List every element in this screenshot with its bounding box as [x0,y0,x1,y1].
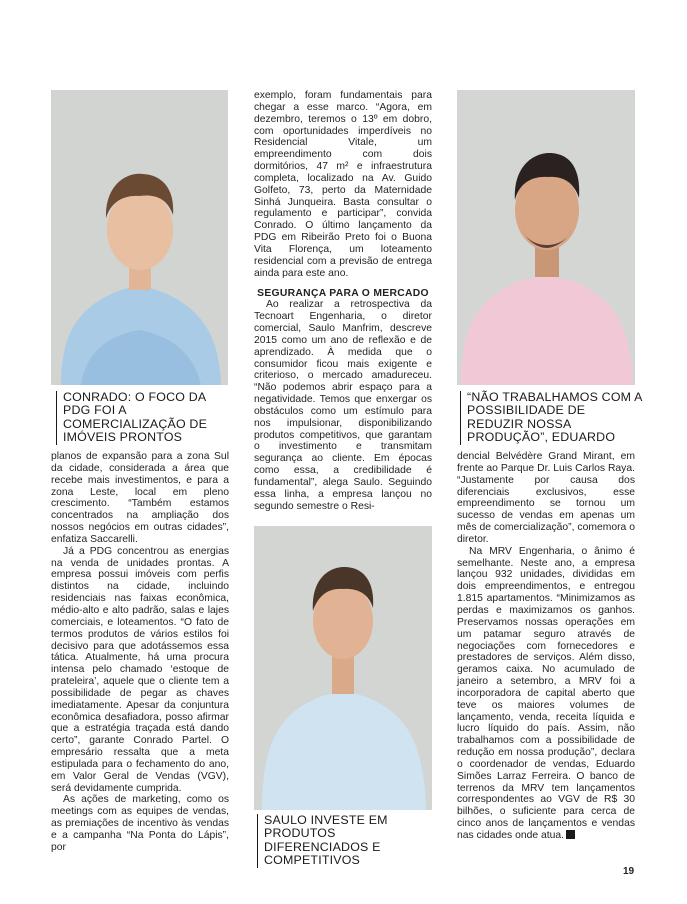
paragraph: As ações de marketing, como os meetings com as equipes de vendas, as premiações de incentivo às vendas e a campanha “Na Ponta do Lápis”, por [51,794,229,853]
paragraph-text: Na MRV Engenharia, o ânimo é semelhante. Neste ano, a empresa lançou 932 unidades, divididas em dois empreendimentos, e entregou 1.815 apartamentos. “Minimizamos as perdas e maximizamos os ganhos. Preservamos nossas operações em um patamar seguro através de negociações com fornecedores e prestadores de serviços. Além disso, geramos caixa. No acumulado de janeiro a setembro, a MRV foi a incorporadora de capital aberto que teve os maiores volumes de lançamento, venda, receita líquida e lucro líquido do país. Assim, não trabalhamos com a possibilidade de redução em nossa produção”, declara o coordenador de vendas, Eduardo Simões Larraz Ferreira. O banco de terrenos da MRV tem lançamentos correspondentes ao VGV de R$ 30 bilhões, o suficiente para cerca de cinco anos de lançamentos e vendas nas cidades onde atua. [457,545,635,841]
section-heading: SEGURANÇA PARA O MERCADO [257,287,429,299]
paragraph-last [457,546,635,842]
caption-eduardo: “NÃO TRABALHAMOS COM A POSSIBILIDADE DE REDUZIR NOSSA PRODUÇÃO”, EDUARDO [460,391,643,445]
article-column-left [51,451,229,854]
paragraph: dencial Belvédère Grand Mirant, em frente ao Parque Dr. Luis Carlos Raya. “Justamente por causa dos diferenciais exclusivos, esse empreendimento se tornou um sucesso de vendas em apenas um mês de comercialização”, comemora o diretor. [457,451,635,545]
caption-saulo: SAULO INVESTE EM PRODUTOS DIFERENCIADOS E COMPETITIVOS [257,814,440,868]
paragraph: exemplo, foram fundamentais para chegar a esse marco. “Agora, em dezembro, teremos o 13º em dobro, com oportunidades imperdíveis no Residencial Vitale, um empreendimento com dois dormitórios, 47 m² e infraestrutura completa, localizado na Av. Guido Golfeto, 73, perto da Maternidade Sinhá Junqueira. Basta consultar o regulamento e participar”, convida Conrado. O último lançamento da PDG em Ribeirão Preto foi o Buona Vita Florença, um loteamento residencial com a previsão de entrega ainda para este ano. [254,90,432,279]
paragraph: planos de expansão para a zona Sul da cidade, considerada a área que recebe mais investimentos, e para a zona Leste, local em pleno crescimento. “Também estamos concentrados na ampliação dos nossos negócios em outras cidades”, enfatiza Saccarelli. [51,451,229,545]
article-column-middle [254,90,432,513]
photo-eduardo [457,90,635,385]
paragraph: Ao realizar a retrospectiva da Tecnoart Engenharia, o diretor comercial, Saulo Manfrim, descreve 2015 como um ano de reflexão e de aprendizado. À medida que o consumidor ficou mais exigente e criterioso, o mercado amadureceu. “Não podemos abrir espaço para a negatividade. Temos que enxergar os obstáculos como um estímulo para nos impulsionar, disponibilizando produtos competitivos, que garantam o investimento e transmitam segurança ao cliente. Em épocas como essa, a credibilidade é fundamental”, alega Saulo. Seguindo essa linha, a empresa lançou no segundo semestre o Resi- [254,299,432,512]
article-column-right [457,451,635,842]
caption-conrado: CONRADO: O FOCO DA PDG FOI A COMERCIALIZAÇÃO DE IMÓVEIS PRONTOS [56,391,233,445]
photo-saulo [254,526,432,810]
end-of-article-icon [566,830,575,839]
paragraph: Já a PDG concentrou as energias na venda de unidades prontas. A empresa possui imóveis com perfis distintos na cidade, incluindo residenciais nas faixas econômica, médio-alto e alto padrão, salas e lajes comerciais, e loteamentos. “O fato de termos produtos de vários estilos foi decisivo para que adotássemos essa tática. Atualmente, há uma procura intensa pelo chamado ‘estoque de prateleira’, aquele que o cliente tem a possibilidade de pegar as chaves imediatamente. Apesar da conjuntura econômica desafiadora, posso afirmar que a estratégia traçada está dando certo”, garante Conrado Partel. O empresário ressalta que a meta estipulada para o fechamento do ano, em Valor Geral de Vendas (VGV), será devidamente cumprida. [51,545,229,794]
photo-conrado [51,90,228,385]
page-number: 19 [623,866,635,877]
